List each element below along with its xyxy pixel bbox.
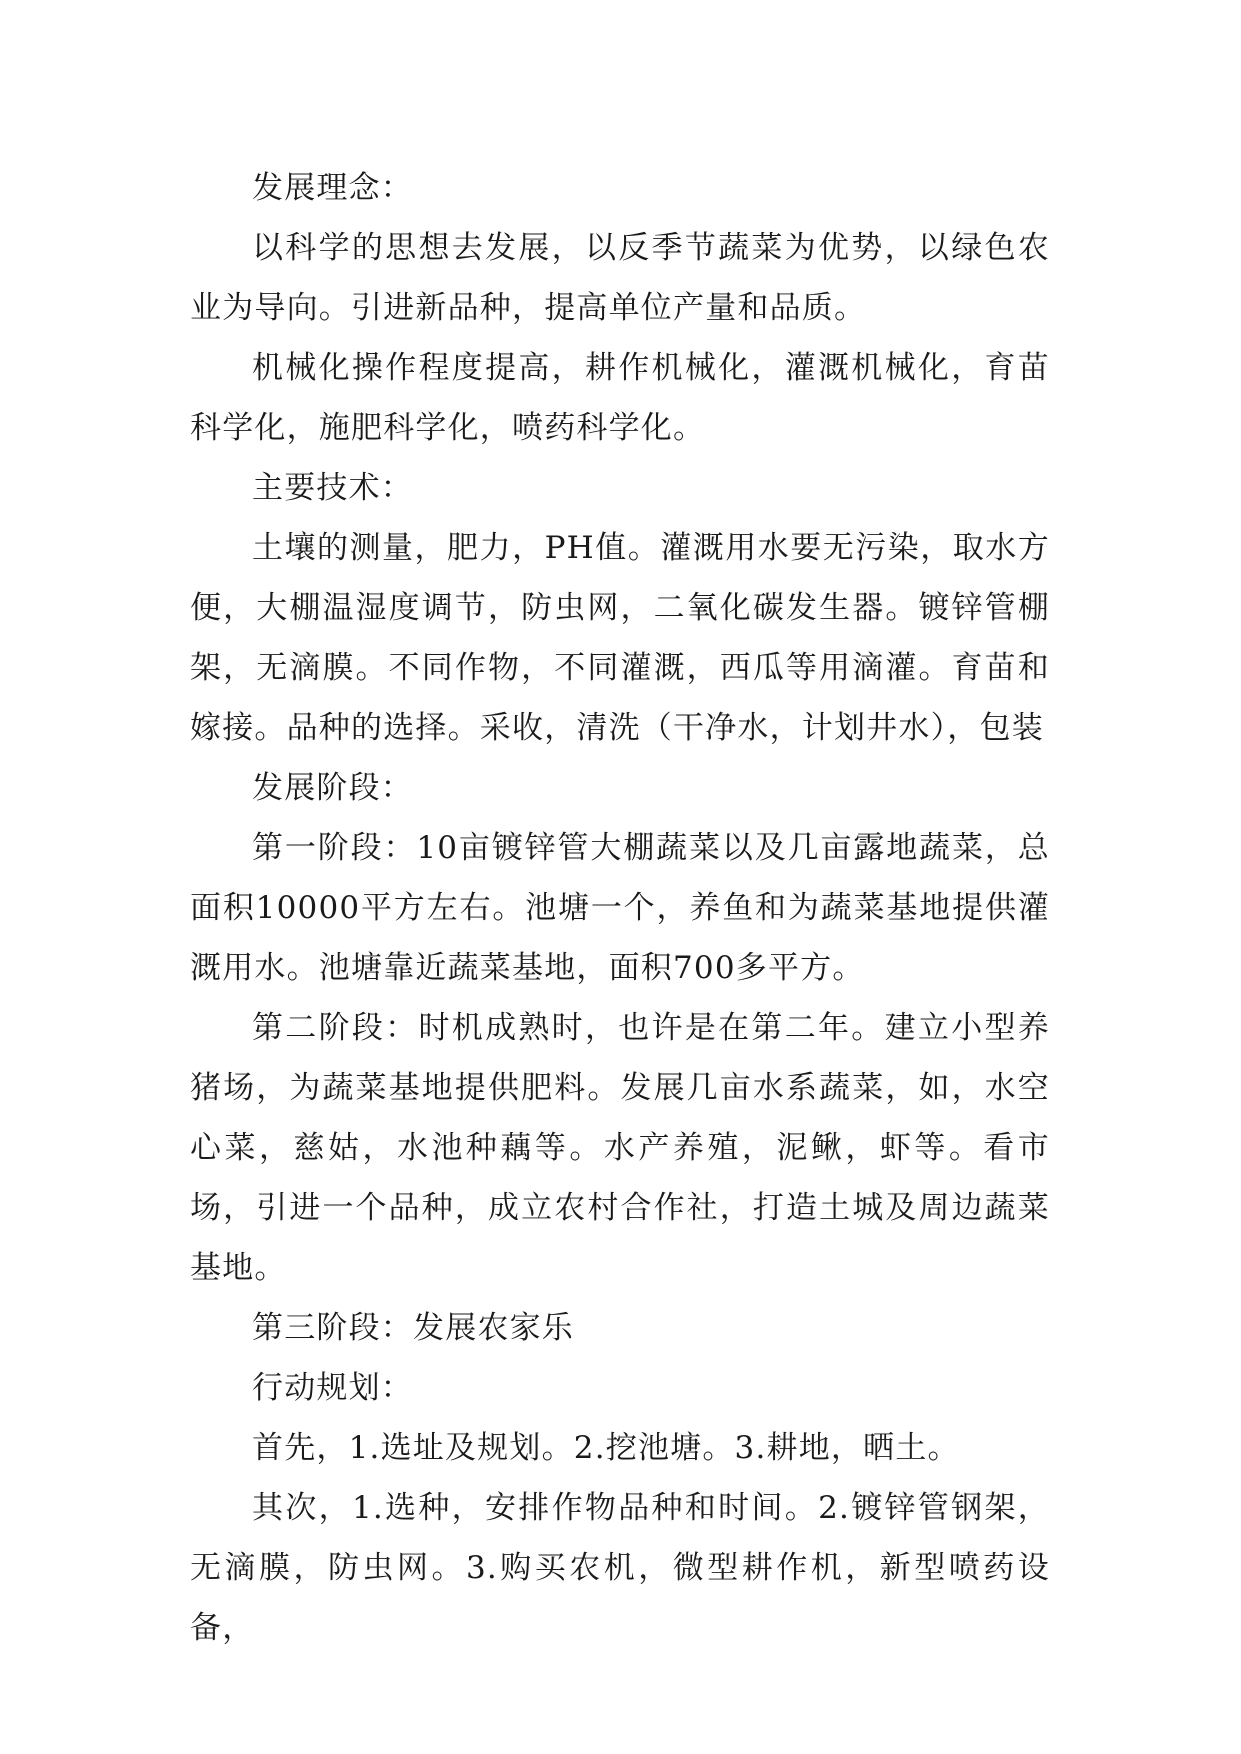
- heading-action-plan: 行动规划：: [252, 1370, 413, 1406]
- paragraph-action-first: 首先，1.选址及规划。2.挖池塘。3.耕地，晒土。: [252, 1430, 960, 1466]
- paragraph-stage-three: 第三阶段：发展农家乐: [252, 1310, 574, 1346]
- heading-main-technology: 主要技术：: [252, 470, 413, 506]
- heading-development-concept: 发展理念：: [252, 170, 413, 206]
- paragraph-concept-science: 以科学的思想去发展，以反季节蔬菜为优势，以绿色农业为导向。引进新品种，提高单位产量和品质。: [190, 230, 1050, 326]
- paragraph-technology-details: 土壤的测量，肥力，PH值。灌溉用水要无污染，取水方便，大棚温湿度调节，防虫网，二氧化碳发生器。镀锌管棚架，无滴膜。不同作物，不同灌溉，西瓜等用滴灌。育苗和嫁接。品种的选择。采收，清洗（干净水，计划井水），包装: [190, 530, 1050, 746]
- document-body: [190, 158, 1050, 1658]
- paragraph-stage-one: 第一阶段：10亩镀锌管大棚蔬菜以及几亩露地蔬菜，总面积10000平方左右。池塘一个，养鱼和为蔬菜基地提供灌溉用水。池塘靠近蔬菜基地，面积700多平方。: [190, 830, 1050, 986]
- paragraph-action-second: 其次，1.选种，安排作物品种和时间。2.镀锌管钢架，无滴膜，防虫网。3.购买农机，微型耕作机，新型喷药设备，: [190, 1490, 1050, 1646]
- paragraph-stage-two: 第二阶段：时机成熟时，也许是在第二年。建立小型养猪场，为蔬菜基地提供肥料。发展几亩水系蔬菜，如，水空心菜，慈姑，水池种藕等。水产养殖，泥鳅，虾等。看市场，引进一个品种，成立农村合作社，打造土城及周边蔬菜基地。: [190, 1010, 1050, 1286]
- heading-development-stages: 发展阶段：: [252, 770, 413, 806]
- paragraph-mechanization: 机械化操作程度提高，耕作机械化，灌溉机械化，育苗科学化，施肥科学化，喷药科学化。: [190, 350, 1050, 446]
